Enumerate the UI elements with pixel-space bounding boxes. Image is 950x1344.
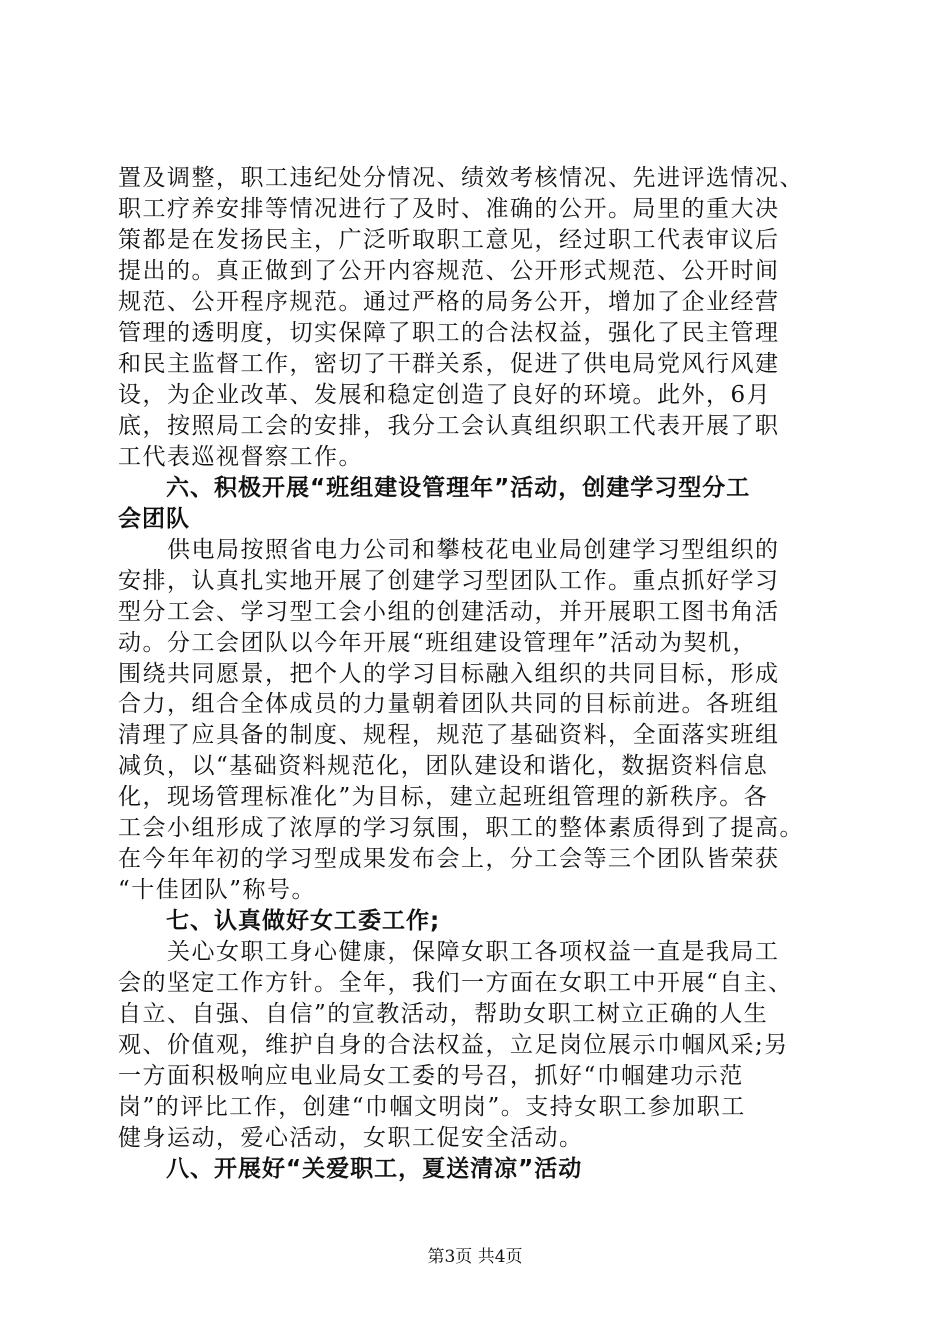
paragraph-line: 合力，组合全体成员的力量朝着团队共同的目标前进。各班组: [118, 691, 780, 717]
section-heading-6-cont: 会团队: [118, 506, 190, 532]
section-heading-6: 六、积极开展“班组建设管理年”活动，创建学习型分工: [118, 475, 751, 501]
paragraph-line: 岗”的评比工作，创建“巾帼文明岗”。支持女职工参加职工: [118, 1094, 746, 1120]
paragraph-line: 工代表巡视督察工作。: [118, 444, 363, 470]
paragraph-line: 减负，以“基础资料规范化，团队建设和谐化，数据资料信息: [118, 753, 769, 779]
paragraph-line: 在今年年初的学习型成果发布会上，分工会等三个团队皆荣获: [118, 846, 780, 872]
paragraph-line: 会的坚定工作方针。全年，我们一方面在女职工中开展“自主、: [118, 970, 793, 996]
paragraph-line: 自立、自强、自信”的宣教活动，帮助女职工树立正确的人生: [118, 1001, 769, 1027]
paragraph-line: 职工疗养安排等情况进行了及时、准确的公开。局里的重大决: [118, 196, 780, 222]
paragraph-line: 型分工会、学习型工会小组的创建活动，并开展职工图书角活: [118, 599, 780, 625]
paragraph-line: 化，现场管理标准化”为目标，建立起班组管理的新秩序。各: [118, 784, 769, 810]
paragraph-line: 围绕共同愿景，把个人的学习目标融入组织的共同目标，形成: [118, 661, 780, 687]
section-heading-8: 八、开展好“关爱职工，夏送清凉”活动: [118, 1156, 583, 1182]
paragraph-line: 管理的透明度，切实保障了职工的合法权益，强化了民主管理: [118, 320, 780, 346]
paragraph-line: 底，按照局工会的安排，我分工会认真组织职工代表开展了职: [118, 413, 780, 439]
paragraph-line: 提出的。真正做到了公开内容规范、公开形式规范、公开时间: [118, 258, 780, 284]
page-footer: 第3页 共4页: [427, 1247, 523, 1267]
paragraph-line: 规范、公开程序规范。通过严格的局务公开，增加了企业经营: [118, 289, 780, 315]
paragraph-line: 安排，认真扎实地开展了创建学习型团队工作。重点抓好学习: [118, 568, 780, 594]
paragraph-line: “十佳团队”称号。: [118, 877, 317, 903]
paragraph-line: 策都是在发扬民主，广泛听取职工意见，经过职工代表审议后: [118, 227, 780, 253]
paragraph-line: 健身运动，爱心活动，女职工促安全活动。: [118, 1125, 584, 1151]
paragraph-line: 设，为企业改革、发展和稳定创造了良好的环境。此外，6月: [118, 382, 772, 408]
paragraph-line: 供电局按照省电力公司和攀枝花电业局创建学习型组织的: [118, 537, 780, 563]
paragraph-line: 和民主监督工作，密切了干群关系，促进了供电局党风行风建: [118, 351, 780, 377]
section-heading-7: 七、认真做好女工委工作;: [118, 908, 441, 934]
paragraph-line: 置及调整，职工违纪处分情况、绩效考核情况、先进评选情况、: [118, 165, 804, 191]
paragraph-line: 动。分工会团队以今年开展“班组建设管理年”活动为契机，: [118, 630, 758, 656]
paragraph-line: 一方面积极响应电业局女工委的号召，抓好“巾帼建功示范: [118, 1063, 744, 1089]
paragraph-line: 工会小组形成了浓厚的学习氛围，职工的整体素质得到了提高。: [118, 815, 804, 841]
paragraph-line: 观、价值观，维护自身的合法权益，立足岗位展示巾帼风采;另: [118, 1032, 789, 1058]
paragraph-line: 关心女职工身心健康，保障女职工各项权益一直是我局工: [118, 939, 780, 965]
paragraph-line: 清理了应具备的制度、规程，规范了基础资料，全面落实班组: [118, 722, 780, 748]
